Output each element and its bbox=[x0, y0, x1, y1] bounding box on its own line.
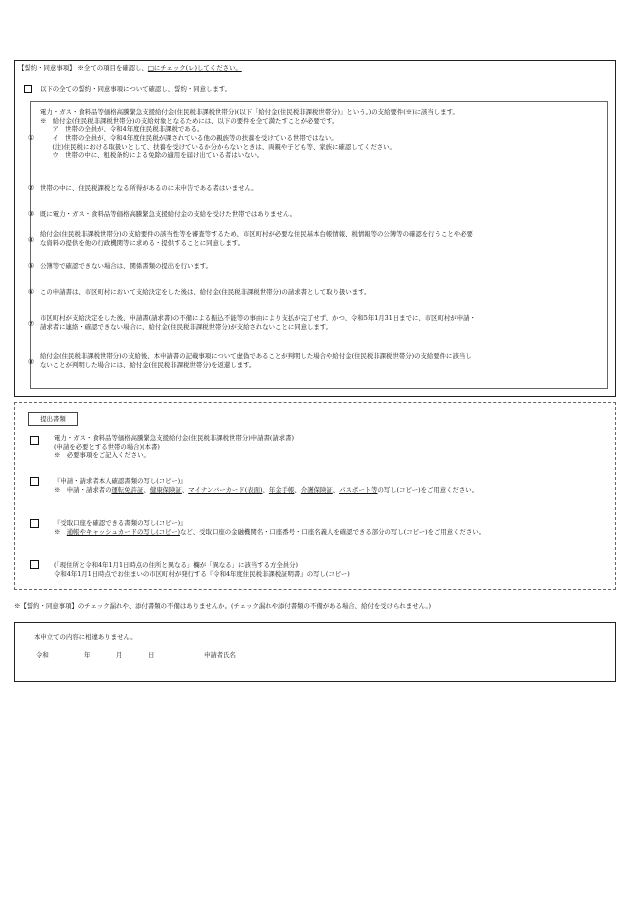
item-line: 市区町村が支給決定をした後、申請書(請求書)の不備による振込不能等の事由により支払が完了せず、かつ、令和5年1月31日までに、市区町村が申請・ bbox=[40, 314, 476, 322]
pledge-item-4 bbox=[40, 230, 600, 247]
item-number: ③ bbox=[27, 210, 35, 218]
item-line: 請求者に連絡・確認できない場合に、給付金(住民税非課税世帯分)が支給されないことに同意します。 bbox=[40, 322, 333, 331]
doc-line bbox=[54, 528, 610, 537]
item-line: ウ 世帯の中に、租税条約による免除の適用を届け出ている者はいない。 bbox=[46, 151, 264, 160]
year-label: 年 bbox=[84, 651, 91, 659]
doc-underlined: パスポート等 bbox=[339, 485, 378, 494]
doc-line: 『受取口座を確認できる書類の写し(コピー)』 bbox=[54, 519, 187, 527]
pledge-item-8 bbox=[40, 352, 600, 369]
doc-text: ※ 申請・請求者の bbox=[54, 485, 112, 494]
confirm-all-label: 以下の全ての誓約・同意事項について確認し、誓約・同意します。 bbox=[40, 85, 232, 93]
doc-line bbox=[54, 486, 610, 495]
doc-underlined: 運転免許証 bbox=[111, 485, 144, 494]
item-number: ⑥ bbox=[27, 288, 35, 296]
doc-bank-copy bbox=[54, 519, 610, 536]
pledge-item-3: 既に電力・ガス・食料品等価格高騰緊急支援給付金の支給を受けた世帯ではありません。 bbox=[40, 210, 297, 218]
item-line: ※ 給付金(住民税非課税世帯分)の支給対象となるためには、以下の要件を全て満たすことが必要です。 bbox=[40, 116, 339, 125]
pledge-header bbox=[18, 64, 242, 73]
item-line: 給付金(住民税非課税世帯分)の支給要件の該当性等を審査等するため、市区町村が必要な住民基本台帳情報、税情報等の公簿等の確認を行うことや必要 bbox=[40, 230, 473, 238]
doc-sep: 、 bbox=[332, 485, 340, 494]
doc-line: (申請を必要とする世帯の場合)(本書) bbox=[54, 442, 160, 451]
doc-underlined: 通帳やキャッシュカードの写し(コピー) bbox=[66, 527, 181, 536]
doc-underlined: 年金手帳 bbox=[268, 485, 295, 494]
doc-underlined: 介護保険証 bbox=[300, 485, 333, 494]
item-line: ア 世帯の全員が、令和4年度住民税非課税である。 bbox=[46, 125, 204, 134]
doc-line: ※ 必要事項をご記入ください。 bbox=[54, 451, 150, 460]
check-note: ※【誓約・同意事項】のチェック漏れや、添付書類の不備はありませんか。(チェック漏れや添付書類の不備がある場合、給付を受けられません。) bbox=[14, 602, 432, 610]
signer-label: 申請者氏名 bbox=[204, 651, 236, 659]
item-line: な資料の提供を他の行政機関等に求める・提供することに同意します。 bbox=[40, 238, 244, 247]
doc-line: 電力・ガス・食料品等価格高騰緊急支援給付金(住民税非課税世帯分)申請書(請求書) bbox=[54, 434, 295, 442]
item-line: (注)住民税における取扱いとして、扶養を受けているか分からないときは、両親や子ども等、家族に確認してください。 bbox=[46, 142, 396, 151]
day-label: 日 bbox=[148, 651, 155, 659]
item-line: ないことが判明した場合には、給付金(住民税非課税世帯分)を返還します。 bbox=[40, 360, 256, 369]
doc-text: ※ bbox=[54, 527, 67, 536]
doc-tax-cert bbox=[54, 561, 610, 578]
pledge-item-5: 公簿等で確認できない場合は、関係書類の提出を行います。 bbox=[40, 262, 213, 270]
doc-application-checkbox[interactable] bbox=[30, 436, 39, 445]
documents-title: 提出書類 bbox=[28, 412, 78, 426]
pledge-header-underlined: □にチェック(レ)してください。 bbox=[147, 64, 242, 72]
doc-underlined: 健康保険証 bbox=[149, 485, 182, 494]
doc-line: (「現住所と令和4年1月1日時点の住所と異なる」欄が「異なる」に該当する方全員分) bbox=[54, 561, 299, 569]
item-line: イ 世帯の全員が、令和4年度住民税が課されている他の親族等の扶養を受けている世帯ではない。 bbox=[46, 133, 338, 142]
month-label: 月 bbox=[116, 651, 123, 659]
pledge-item-2: 世帯の中に、住民税課税となる所得があるのに未申告である者はいません。 bbox=[40, 184, 258, 192]
item-number: ① bbox=[27, 134, 35, 142]
doc-id-checkbox[interactable] bbox=[30, 477, 39, 486]
item-number: ④ bbox=[27, 236, 35, 244]
confirm-all-checkbox[interactable] bbox=[24, 85, 32, 93]
doc-tax-cert-checkbox[interactable] bbox=[30, 560, 39, 569]
item-line: 電力・ガス・食料品等価格高騰緊急支援給付金(住民税非課税世帯分)(以下「給付金(住民税非課税世帯分)」という。)の支給要件(※)に該当します。 bbox=[40, 108, 459, 116]
declaration-text: 本申立ての内容に相違ありません。 bbox=[34, 633, 137, 641]
pledge-item-6: この申請書は、市区町村において支給決定をした後は、給付金(住民税非課税世帯分)の請求書として取り扱います。 bbox=[40, 288, 371, 296]
doc-sep: 、 bbox=[181, 485, 189, 494]
doc-text: など、受取口座の金融機関名・口座番号・口座名義人を確認できる部分の写し(コピー)をご用意ください。 bbox=[180, 527, 486, 536]
item-number: ⑦ bbox=[27, 320, 35, 328]
doc-underlined: マイナンバーカード(表面) bbox=[188, 485, 263, 494]
doc-sep: 、 bbox=[262, 485, 269, 494]
item-number: ⑧ bbox=[27, 358, 35, 366]
doc-line: 『申請・請求者本人確認書類の写し(コピー)』 bbox=[54, 477, 187, 485]
doc-sep: 、 bbox=[294, 485, 301, 494]
item-line: 給付金(住民税非課税世帯分)の支給後、本申請書の記載事項について虚偽であることが判明した場合や給付金(住民税非課税世帯分)の支給要件に該当し bbox=[40, 352, 472, 360]
doc-bank-checkbox[interactable] bbox=[30, 519, 39, 528]
era-label: 令和 bbox=[36, 651, 49, 659]
doc-line: 令和4年1月1日時点でお住まいの市区町村が発行する『令和4年度住民税非課税証明書』の写し(コピー) bbox=[54, 569, 350, 578]
doc-application bbox=[54, 434, 610, 460]
item-number: ⑤ bbox=[27, 262, 35, 270]
doc-id-copy bbox=[54, 477, 610, 494]
declaration-date-row bbox=[36, 651, 236, 660]
pledge-item-1 bbox=[40, 108, 600, 160]
pledge-header-text: 【誓約・同意事項】 ※全ての項目を確認し、 bbox=[18, 64, 148, 72]
doc-text: の写し(コピー)をご用意ください。 bbox=[377, 485, 479, 494]
item-number: ② bbox=[27, 184, 35, 192]
pledge-item-7 bbox=[40, 314, 600, 331]
doc-sep: 、 bbox=[143, 485, 150, 494]
